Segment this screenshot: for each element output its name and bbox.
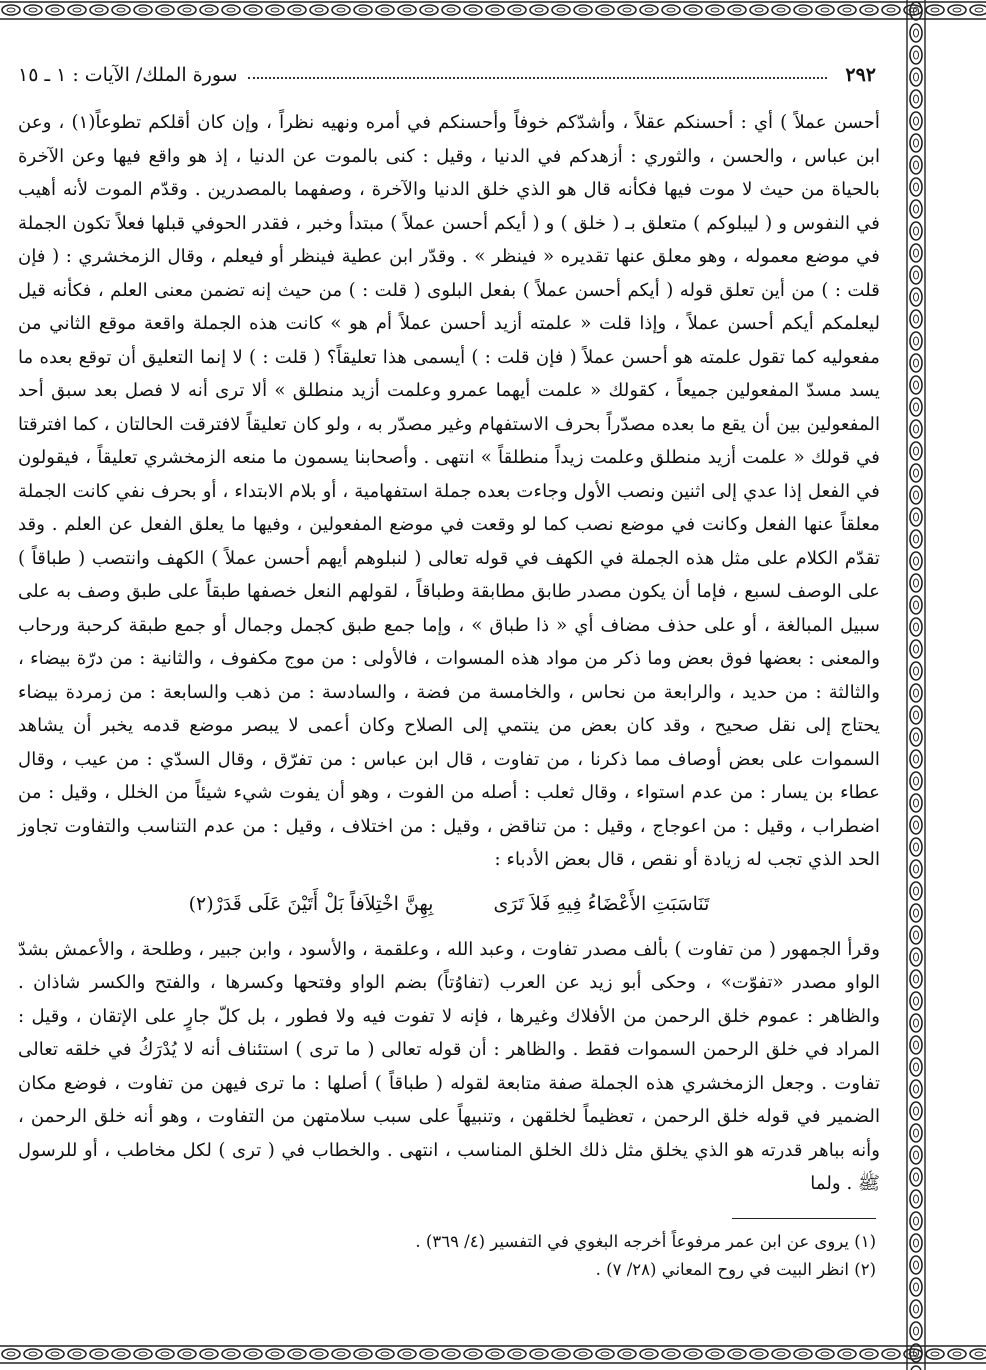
page-header [18,58,876,92]
poetry-verse [18,887,880,921]
right-ornamental-border [904,0,928,1370]
body-text [18,106,880,1201]
bottom-ornamental-border [0,1344,986,1366]
footnotes [18,1228,876,1284]
header-dotted-leader [248,71,828,79]
footnote-1: (١) يروى عن ابن عمر مرفوعاً أخرجه البغوي في التفسير (٤/ ٣٦٩) . [415,1232,876,1251]
verse-hemistich-1: تَنَاسَبَتِ الأَعْضَاءُ فِيهِ فَلاَ تَرَى [493,892,710,915]
verse-hemistich-2: بِهِنَّ اخْتِلاَفاً بَلْ أَتَيْنَ عَلَى قَدَرْ(٢) [188,892,434,915]
top-border-pattern [0,0,986,20]
footnote-separator [732,1218,876,1219]
top-ornamental-border [0,0,986,20]
bottom-border-pattern [0,1344,986,1366]
page-number: ٢٩٢ [845,64,876,86]
header-title: سورة الملك/ الآيات : ١ ـ ١٥ [18,64,238,86]
right-border-pattern [904,0,928,1370]
paragraph-2: وقرأ الجمهور ( من تفاوت ) بألف مصدر تفاوت ، وعبد الله ، وعلقمة ، والأسود ، وابن جبير ، وطلحة ، والأعمش بشدّ الواو مصدر «تفوّت» ، وحكى أبو زيد عن العرب (تفاوُتاً) بضم الواو وفتحها وكسرها ، والفتح والكسر شاذان . والظاهر : عموم خلق الرحمن من الأفلاك وغيرها ، فإنه لا تفوت فيه ولا فطور ، بل كلّ جارٍ على الإتقان ، وقيل : المراد في خلق الرحمن السموات فقط . والظاهر : أن قوله تعالى ( ما ترى ) استئناف أنه لا يُدْرَكُ في خلقه تعالى تفاوت . وجعل الزمخشري هذه الجملة صفة متابعة لقوله ( طباقاً ) أصلها : ما ترى فيهن من تفاوت ، فوضع مكان الضمير في قوله خلق الرحمن ، تعظيماً لخلقهن ، وتنبيهاً على سبب سلامتهن من التفاوت ، وهو أنه خلق الرحمن ، وأنه بباهر قدرته هو الذي يخلق مثل ذلك الخلق المناسب ، انتهى . والخطاب في ( ترى ) لكل مخاطب ، أو للرسول ﷺ . ولما [18,938,880,1194]
footnote-2: (٢) انظر البيت في روح المعاني (٢٨/ ٧) . [595,1260,876,1279]
paragraph-1: أحسن عملاً ) أي : أحسنكم عقلاً ، وأشدّكم خوفاً وأحسنكم في أمره ونهيه نظراً ، وإن كان أقلكم تطوعاً(١) ، وعن ابن عباس ، والحسن ، والثوري : أزهدكم في الدنيا ، وقيل : كنى بالموت عن الدنيا ، إذ هو واقع فيها وعن الآخرة بالحياة من حيث لا موت فيها فكأنه قال هو الذي خلق الدنيا والآخرة ، وصفهما بالمصدرين . وقدّم الموت لأنه أهيب في النفوس و ( ليبلوكم ) متعلق بـ ( خلق ) و ( أيكم أحسن عملاً ) مبتدأ وخبر ، فقدر الحوفي قبلها فعلاً تكون الجملة في موضع معموله ، وهو معلق عنها تقديره « فينظر » . وقدّر ابن عطية فينظر أو فيعلم ، وقال الزمخشري : ( فإن قلت : ) من أين تعلق قوله ( أيكم أحسن عملاً ) بفعل البلوى ( قلت : ) من حيث إنه تضمن معنى العلم ، فكأنه قيل ليعلمكم أيكم أحسن عملاً ، وإذا قلت « علمته أزيد أحسن عملاً أم هو » كانت هذه الجملة واقعة موقع الثاني من مفعوليه كما تقول علمته هو أحسن عملاً ( فإن قلت : ) أيسمى هذا تعليقاً؟ ( قلت : ) لا إنما التعليق أن توقع بعده ما يسد مسدّ المفعولين جميعاً ، كقولك « علمت أيهما عمرو وعلمت أزيد منطلق » ألا ترى أنه لا فصل بعد سبق أحد المفعولين بين أن يقع ما بعده مصدّراً بحرف الاستفهام وغير مصدّر به ، ولو كان تعليقاً لافترقت الحالتان ، كما افترقتا في قولك « علمت أزيد منطلق وعلمت زيداً منطلقاً » انتهى . وأصحابنا يسمون ما منعه الزمخشري تعليقاً ، فيقولون في الفعل إذا عدي إلى اثنين ونصب الأول وجاءت بعده جملة استفهامية ، أو بلام الابتداء ، أو بحرف نفي كانت الجملة معلقاً عنها الفعل وكانت في موضع نصب كما لو وقعت في موضع المفعولين ، وفيها ما يعلق الفعل عن العلم . وقد تقدّم الكلام على مثل هذه الجملة في الكهف في قوله تعالى ( لنبلوهم أيهم أحسن عملاً ) الكهف وانتصب ( طباقاً ) على الوصف لسبع ، فإما أن يكون مصدر طابق مطابقة وطباقاً ، لقولهم النعل خصفها طبقاً على طبق وصف به على سبيل المبالغة ، أو على حذف مضاف أي « ذا طباق » ، وإما جمع طبق كجمل وجمال أو جمع طبقة كرحبة ورحاب والمعنى : بعضها فوق بعض وما ذكر من مواد هذه المسوات ، فالأولى : من موج مكفوف ، والثانية : من درّة بيضاء ، والثالثة : من حديد ، والرابعة من نحاس ، والخامسة من فضة ، والسادسة : من ذهب والسابعة : من زمردة بيضاء يحتاج إلى نقل صحيح ، وقد كان بعض من ينتمي إلى الصلاح وكان أعمى لا يبصر موضع قدمه يخبر أن يشاهد السموات على بعض أوصاف مما ذكرنا ، من تفاوت ، قال ابن عباس : من تفرّق ، وقال السدّي : من عيب ، وقال عطاء بن يسار : من عدم استواء ، وقال ثعلب : أصله من الفوت ، وهو أن يفوت شيء شيئاً من الخلل ، وقيل : من اضطراب ، وقيل : من اعوجاج ، وقيل : من تناقض ، وقيل : من اختلاف ، وقيل : من عدم التناسب والتفاوت تجاوز الحد الذي تجب له زيادة أو نقص ، قال بعض الأدباء : [18,112,881,870]
